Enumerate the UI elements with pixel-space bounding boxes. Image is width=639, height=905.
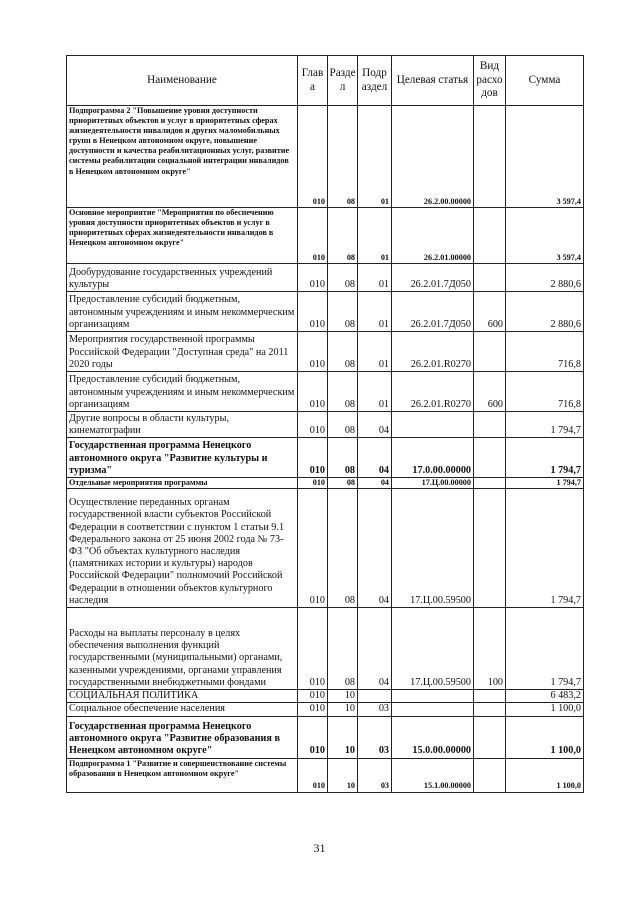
row-statya: 26.2.01.R0270 (392, 372, 474, 412)
row-podrazdel: 01 (358, 106, 392, 208)
row-podrazdel: 01 (358, 264, 392, 292)
row-razdel: 08 (328, 478, 358, 489)
row-razdel: 08 (328, 292, 358, 332)
table-row (67, 703, 584, 716)
row-glava: 010 (298, 292, 328, 332)
table-row (67, 608, 584, 690)
row-statya: 26.2.01.7Д050 (392, 264, 474, 292)
row-statya: 15.1.00.00000 (392, 758, 474, 792)
row-razdel: 08 (328, 264, 358, 292)
row-podrazdel: 01 (358, 208, 392, 264)
row-summa: 716,8 (506, 372, 584, 412)
row-name: Мероприятия государственной программы Российской Федерации "Доступная среда" на 2011 2020 годы (67, 332, 298, 372)
row-podrazdel: 04 (358, 438, 392, 478)
row-name: СОЦИАЛЬНАЯ ПОЛИТИКА (67, 690, 298, 703)
table-row (67, 690, 584, 703)
table-row (67, 264, 584, 292)
table-row (67, 208, 584, 264)
row-statya: 26.2.01.7Д050 (392, 292, 474, 332)
row-name: Другие вопросы в области культуры, кинематографии (67, 412, 298, 438)
row-summa: 1 794,7 (506, 608, 584, 690)
header-razdel: Разде л (328, 56, 358, 106)
row-glava: 010 (298, 332, 328, 372)
row-summa: 3 597,4 (506, 208, 584, 264)
row-podrazdel: 04 (358, 489, 392, 608)
row-glava: 010 (298, 438, 328, 478)
row-summa: 1 794,7 (506, 438, 584, 478)
row-glava: 010 (298, 106, 328, 208)
budget-table (66, 55, 584, 793)
row-glava: 010 (298, 208, 328, 264)
row-vid (474, 758, 506, 792)
table-row (67, 489, 584, 608)
row-vid (474, 264, 506, 292)
row-vid: 100 (474, 608, 506, 690)
table-header-row (67, 56, 584, 106)
row-glava: 010 (298, 478, 328, 489)
row-statya (392, 412, 474, 438)
row-razdel: 08 (328, 332, 358, 372)
row-name: Расходы на выплаты персоналу в целях обеспечения выполнения функций государственными (муниципальными) органами, казенными учреждениями, органами управления государственными внебюджетными фондами (67, 608, 298, 690)
row-podrazdel: 01 (358, 372, 392, 412)
row-razdel: 08 (328, 106, 358, 208)
row-name: Дообурудование государственных учреждений культуры (67, 264, 298, 292)
row-summa: 1 794,7 (506, 478, 584, 489)
row-glava: 010 (298, 412, 328, 438)
header-statya: Целевая статья (392, 56, 474, 106)
table-row (67, 412, 584, 438)
row-podrazdel: 04 (358, 608, 392, 690)
row-podrazdel: 01 (358, 332, 392, 372)
row-name: Осуществление переданных органам государственной власти субъектов Российской Федерации в соответствии с пунктом 1 статьи 9.1 Федерального закона от 25 июня 2002 года № 73-ФЗ "Об объектах культурного наследия (памятниках истории и культуры) народов Российской Федерации" полномочий Российской Федерации в отношении объектов культурного наследия (67, 489, 298, 608)
table-row (67, 438, 584, 478)
row-razdel: 08 (328, 608, 358, 690)
row-vid (474, 703, 506, 716)
row-statya: 26.2.01.00000 (392, 208, 474, 264)
row-razdel: 08 (328, 412, 358, 438)
row-glava: 010 (298, 703, 328, 716)
row-name: Отдельные мероприятия программы (67, 478, 298, 489)
table-row (67, 106, 584, 208)
row-name: Подпрограмма 1 "Развитие и совершенствование системы образования в Ненецком автономном округе" (67, 758, 298, 792)
row-vid: 600 (474, 292, 506, 332)
row-razdel: 10 (328, 716, 358, 758)
row-summa: 716,8 (506, 332, 584, 372)
row-summa: 6 483,2 (506, 690, 584, 703)
row-podrazdel: 01 (358, 292, 392, 332)
row-statya: 17.Ц.00.59500 (392, 489, 474, 608)
row-vid (474, 438, 506, 478)
row-razdel: 10 (328, 703, 358, 716)
row-summa: 1 794,7 (506, 489, 584, 608)
row-statya: 17.Ц.00.59500 (392, 608, 474, 690)
row-vid (474, 478, 506, 489)
row-vid (474, 106, 506, 208)
row-statya: 17.0.00.00000 (392, 438, 474, 478)
row-name: Государственная программа Ненецкого автономного округа "Развитие образования в Ненецком автономном округе" (67, 716, 298, 758)
row-razdel: 08 (328, 372, 358, 412)
row-name: Предоставление субсидий бюджетным, автономным учреждениям и иным некоммерческим организациям (67, 292, 298, 332)
row-podrazdel: 03 (358, 716, 392, 758)
row-podrazdel (358, 690, 392, 703)
row-glava: 010 (298, 608, 328, 690)
page-number: 31 (313, 841, 326, 855)
row-vid: 600 (474, 372, 506, 412)
table-row (67, 758, 584, 792)
row-podrazdel: 03 (358, 758, 392, 792)
table-row (67, 372, 584, 412)
row-vid (474, 208, 506, 264)
row-razdel: 10 (328, 690, 358, 703)
row-vid (474, 489, 506, 608)
row-statya: 15.0.00.00000 (392, 716, 474, 758)
row-summa: 1 100,0 (506, 703, 584, 716)
row-statya: 17.Ц.00.00000 (392, 478, 474, 489)
row-vid (474, 412, 506, 438)
row-glava: 010 (298, 264, 328, 292)
row-name: Государственная программа Ненецкого автономного округа "Развитие культуры и туризма" (67, 438, 298, 478)
row-name: Социальное обеспечение населения (67, 703, 298, 716)
row-name: Предоставление субсидий бюджетным, автономным учреждениям и иным некоммерческим организациям (67, 372, 298, 412)
row-summa: 2 880,6 (506, 264, 584, 292)
row-summa: 1 794,7 (506, 412, 584, 438)
row-podrazdel: 03 (358, 703, 392, 716)
row-summa: 2 880,6 (506, 292, 584, 332)
row-name: Подпрограмма 2 "Повышение уровня доступности приоритетных объектов и услуг в приоритетных сферах жизнедеятельности инвалидов и других маломобильных групп в Ненецком автономном округе, повышение доступности и качества реабилитационных услуг, развитие системы реабилитации социальной интеграции инвалидов в Ненецком автономном округе" (67, 106, 298, 208)
row-vid (474, 690, 506, 703)
row-podrazdel: 04 (358, 478, 392, 489)
header-name: Наименование (67, 56, 298, 106)
row-glava: 010 (298, 690, 328, 703)
table-row (67, 292, 584, 332)
header-vid: Вид расхо дов (474, 56, 506, 106)
table-row (67, 478, 584, 489)
row-summa: 3 597,4 (506, 106, 584, 208)
row-glava: 010 (298, 489, 328, 608)
row-summa: 1 100,0 (506, 716, 584, 758)
row-glava: 010 (298, 372, 328, 412)
row-razdel: 08 (328, 489, 358, 608)
row-statya: 26.2.00.00000 (392, 106, 474, 208)
row-summa: 1 100,0 (506, 758, 584, 792)
row-glava: 010 (298, 758, 328, 792)
table-row (67, 332, 584, 372)
row-razdel: 10 (328, 758, 358, 792)
row-vid (474, 716, 506, 758)
row-statya: 26.2.01.R0270 (392, 332, 474, 372)
header-glava: Глав а (298, 56, 328, 106)
header-summa: Сумма (506, 56, 584, 106)
row-name: Основное мероприятие "Мероприятия по обеспечению уровня доступности приоритетных объектов и услуг в приоритетных сферах жизнедеятельности инвалидов в Ненецком автономном округе" (67, 208, 298, 264)
row-glava: 010 (298, 716, 328, 758)
row-razdel: 08 (328, 438, 358, 478)
header-podrazdel: Подр аздел (358, 56, 392, 106)
row-podrazdel: 04 (358, 412, 392, 438)
row-statya (392, 690, 474, 703)
row-statya (392, 703, 474, 716)
row-razdel: 08 (328, 208, 358, 264)
table-row (67, 716, 584, 758)
row-vid (474, 332, 506, 372)
